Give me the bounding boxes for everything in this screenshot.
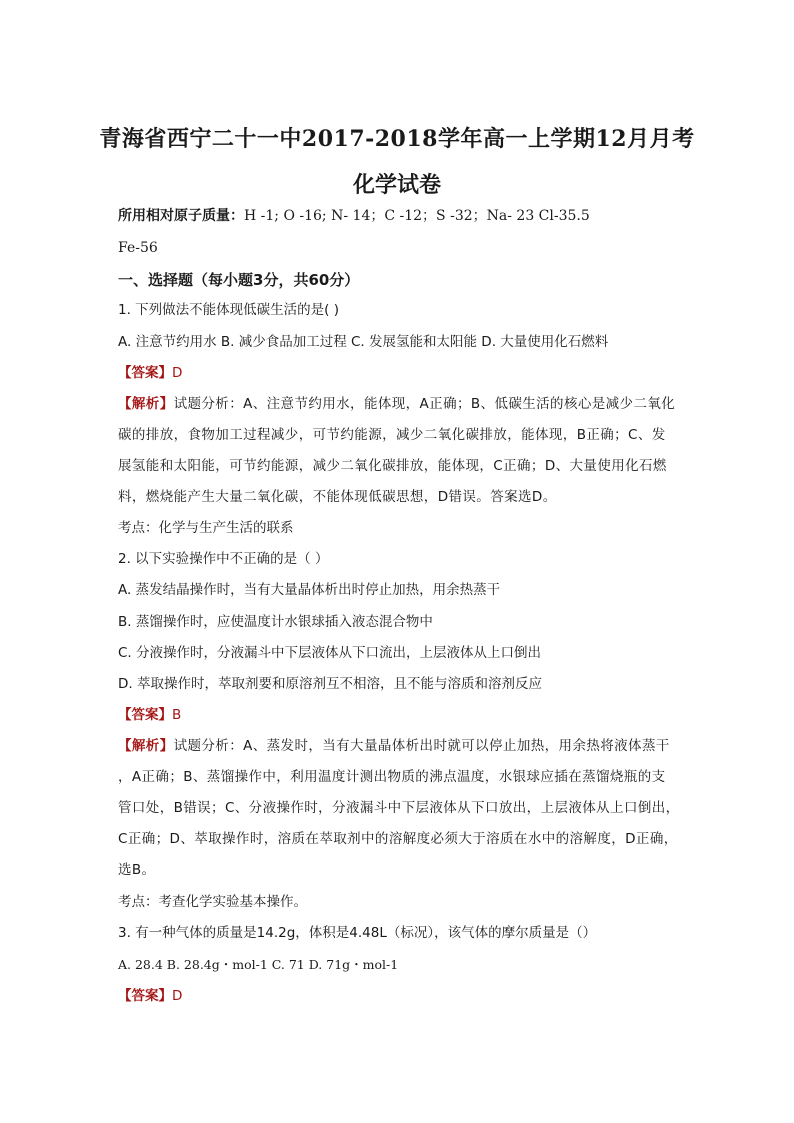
answer-value: B [172, 707, 182, 723]
question-3-answer [118, 986, 182, 1006]
question-2-answer [118, 705, 181, 725]
section-heading: 一、选择题（每小题3分，共60分） [118, 271, 360, 289]
atomic-mass-line-2: Fe-56 [118, 240, 158, 256]
question-1-analysis-line-1 [118, 394, 675, 414]
atomic-mass-values: H -1; O -16; N- 14；C -12；S -32；Na- 23 Cl-35.5 [244, 208, 590, 224]
question-2-knowledge-point: 考点：考查化学实验基本操作。 [118, 894, 307, 910]
question-2-analysis-line-4: C正确；D、萃取操作时，溶质在萃取剂中的溶解度必须大于溶质在水中的溶解度，D正确， [118, 831, 678, 847]
analysis-text: 试题分析：A、注意节约用水，能体现，A正确；B、低碳生活的核心是减少二氧化 [173, 396, 676, 412]
question-2-option-c: C. 分液操作时，分液漏斗中下层液体从下口流出，上层液体从上口倒出 [118, 645, 542, 661]
question-1-stem: 1. 下列做法不能体现低碳生活的是( ) [118, 302, 339, 318]
atomic-mass-label: 所用相对原子质量： [118, 208, 244, 224]
question-1-analysis-line-4: 料，燃烧能产生大量二氧化碳，不能体现低碳思想，D错误。答案选D。 [118, 489, 557, 505]
answer-tag: 【答案】 [118, 365, 172, 381]
question-2-option-d: D. 萃取操作时，萃取剂要和原溶剂互不相溶，且不能与溶质和溶剂反应 [118, 676, 542, 692]
document-subtitle: 化学试卷 [352, 172, 441, 198]
question-1-options: A. 注意节约用水 B. 减少食品加工过程 C. 发展氢能和太阳能 D. 大量使用化石燃料 [118, 334, 609, 350]
question-1-analysis-line-2: 碳的排放，食物加工过程减少，可节约能源，减少二氧化碳排放，能体现，B正确；C、发 [118, 427, 666, 443]
analysis-tag: 【解析】 [118, 396, 174, 412]
question-1-answer [118, 363, 182, 383]
atomic-mass-line [118, 206, 590, 226]
question-3-stem: 3. 有一种气体的质量是14.2g，体积是4.48L（标况），该气体的摩尔质量是（） [118, 925, 597, 941]
answer-tag: 【答案】 [118, 707, 172, 723]
question-2-analysis-line-2: ，A正确；B、蒸馏操作中，利用温度计测出物质的沸点温度，水银球应插在蒸馏烧瓶的支 [118, 769, 666, 785]
analysis-text: 试题分析：A、蒸发时，当有大量晶体析出时就可以停止加热，用余热将液体蒸干 [173, 738, 670, 754]
question-2-analysis-line-1 [118, 736, 670, 756]
question-2-option-b: B. 蒸馏操作时，应使温度计水银球插入液态混合物中 [118, 614, 433, 630]
question-1-analysis-line-3: 展氢能和太阳能，可节约能源，减少二氧化碳排放，能体现，C正确；D、大量使用化石燃 [118, 458, 667, 474]
answer-value: D [172, 988, 183, 1004]
question-2-analysis-line-3: 管口处，B错误；C、分液操作时，分液漏斗中下层液体从下口放出，上层液体从上口倒出， [118, 800, 680, 816]
question-1-knowledge-point: 考点：化学与生产生活的联系 [118, 520, 294, 536]
analysis-tag: 【解析】 [118, 738, 174, 754]
question-2-stem: 2. 以下实验操作中不正确的是（ ） [118, 551, 329, 567]
answer-tag: 【答案】 [118, 988, 172, 1004]
question-3-options: A. 28.4 B. 28.4g・mol-1 C. 71 D. 71g・mol-1 [118, 957, 399, 972]
answer-value: D [172, 365, 183, 381]
question-2-analysis-line-5: 选B。 [118, 862, 156, 878]
question-2-option-a: A. 蒸发结晶操作时，当有大量晶体析出时停止加热，用余热蒸干 [118, 582, 501, 598]
document-title: 青海省西宁二十一中2017-2018学年高一上学期12月月考 [99, 126, 695, 152]
